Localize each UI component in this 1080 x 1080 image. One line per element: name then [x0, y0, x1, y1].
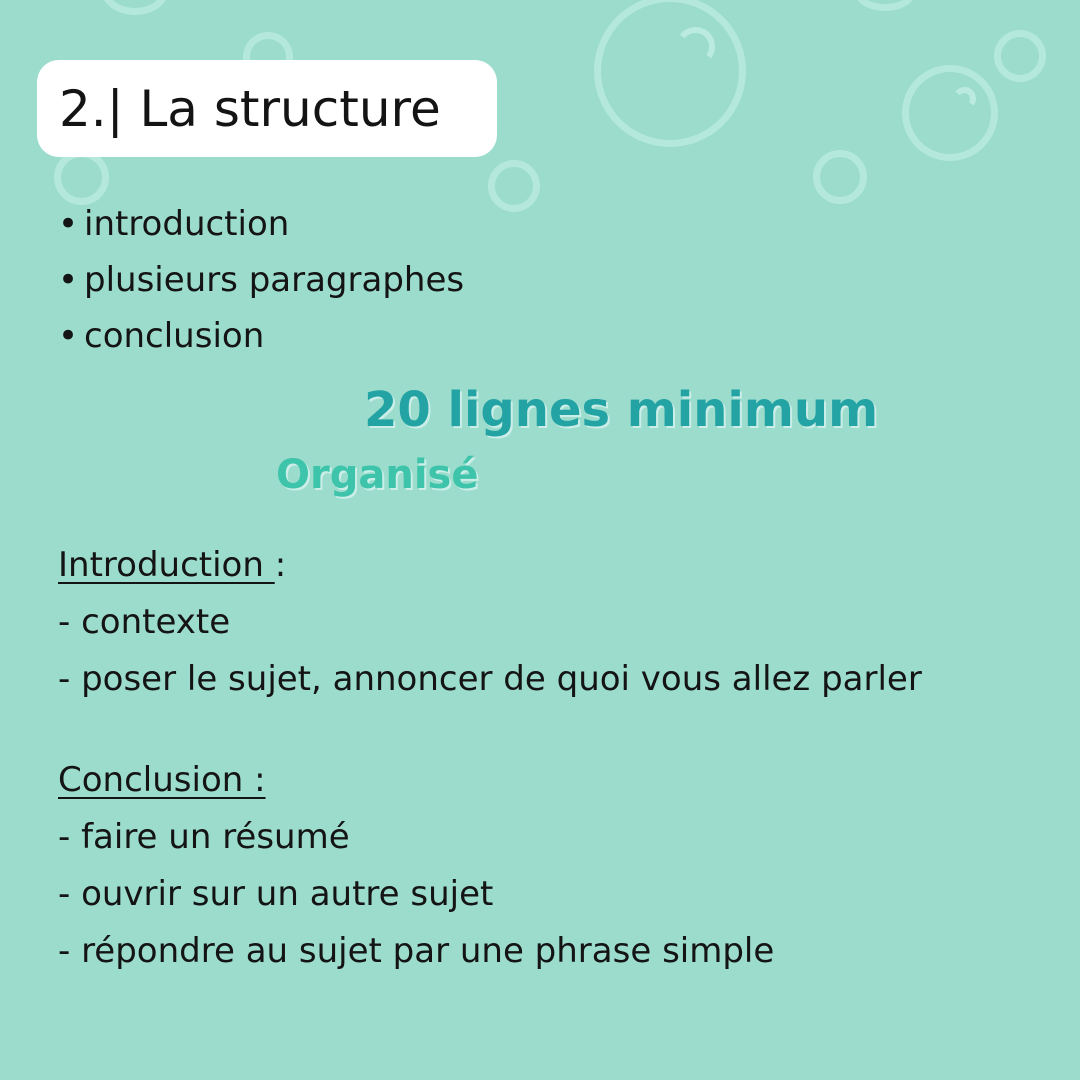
title-card — [37, 60, 497, 157]
minimum-lines-highlight: 20 lignes minimum — [364, 382, 879, 438]
introduction-line: - contexte — [58, 602, 231, 642]
list-item — [58, 308, 464, 364]
introduction-section — [58, 537, 922, 708]
conclusion-line: - répondre au sujet par une phrase simple — [58, 931, 775, 971]
bullet-icon: • — [58, 316, 79, 356]
bubble-icon — [100, 0, 170, 15]
conclusion-line: - ouvrir sur un autre sujet — [58, 874, 494, 914]
introduction-heading — [58, 537, 922, 594]
list-item — [58, 252, 464, 308]
introduction-heading-colon: : — [274, 545, 287, 585]
organised-highlight: Organisé — [276, 452, 479, 498]
bubble-icon — [488, 160, 540, 212]
structure-list — [58, 196, 464, 364]
list-item-text: plusieurs paragraphes — [84, 260, 465, 300]
conclusion-section — [58, 752, 774, 980]
conclusion-heading — [58, 752, 774, 809]
conclusion-line: - faire un résumé — [58, 817, 350, 857]
bullet-icon: • — [58, 260, 79, 300]
list-item — [58, 196, 464, 252]
bubble-shine-icon — [673, 24, 717, 68]
introduction-heading-text: Introduction — [58, 545, 275, 585]
page-title: 2.| La structure — [59, 79, 441, 138]
bubble-shine-icon — [952, 85, 978, 111]
bubble-icon — [594, 0, 746, 147]
bubble-icon — [902, 65, 998, 161]
conclusion-heading-text: Conclusion : — [58, 760, 266, 800]
bullet-icon: • — [58, 204, 79, 244]
list-item-text: conclusion — [84, 316, 265, 356]
introduction-line: - poser le sujet, annoncer de quoi vous allez parler — [58, 659, 922, 699]
bubble-icon — [994, 30, 1046, 82]
bubble-icon — [855, 0, 915, 11]
list-item-text: introduction — [84, 204, 290, 244]
bubble-icon — [813, 150, 867, 204]
